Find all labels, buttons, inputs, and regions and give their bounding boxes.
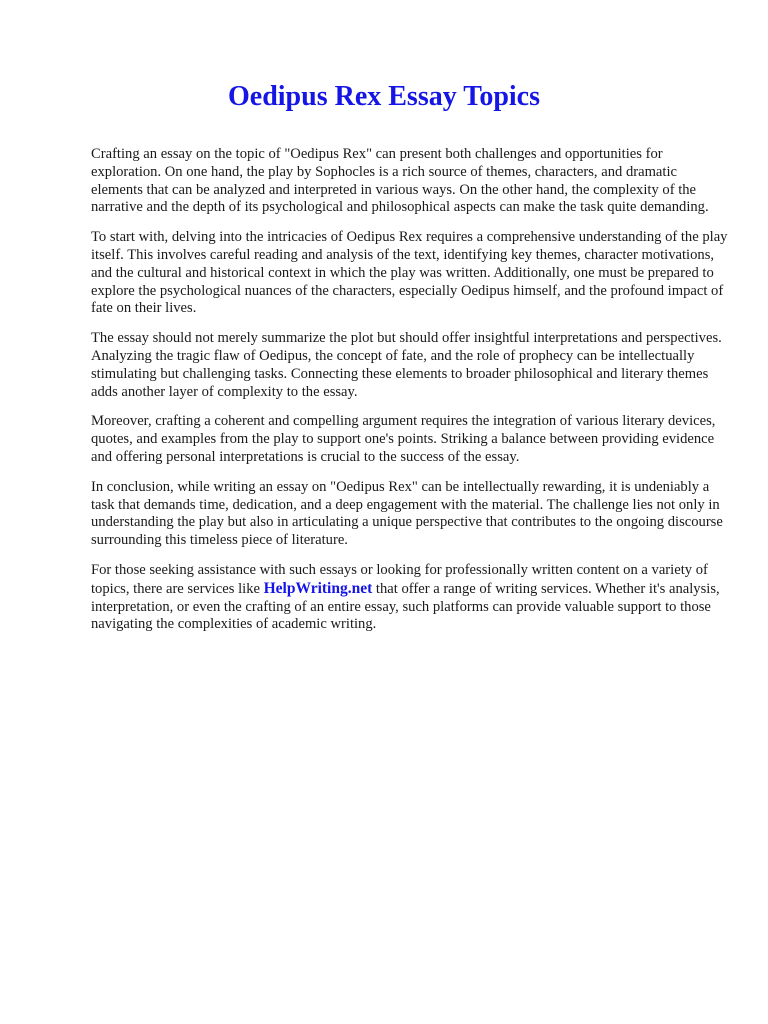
- paragraph-1: Crafting an essay on the topic of "Oedipus Rex" can present both challenges and opportunities for exploration. On one hand, the play by Sophocles is a rich source of themes, characters, and dramatic elements that can be analyzed and interpreted in various ways. On the other hand, the complexity of the narrative and the depth of its psychological and philosophical aspects can make the task quite demanding.: [91, 146, 709, 216]
- paragraph-6: [91, 562, 731, 634]
- paragraph-5: In conclusion, while writing an essay on "Oedipus Rex" can be intellectually rewarding, it is undeniably a task that demands time, dedication, and a deep engagement with the material. The challenge lies not only in understanding the play but also in articulating a unique perspective that contributes to the ongoing discourse surrounding this timeless piece of literature.: [91, 478, 723, 549]
- helpwriting-link[interactable]: HelpWriting.net: [263, 579, 373, 597]
- paragraph-6-text-after-link: that offer a range of writing services. Whether it's analysis, interpretation, or even the crafting of an entire essay, such platforms can provide valuable support to those navigating the complexities of academic writing.: [91, 580, 720, 633]
- essay-body: [91, 146, 731, 646]
- paragraph-6-text-before-link: For those seeking assistance with such essays or looking for professionally written content on a variety of topics, there are services like: [91, 561, 708, 597]
- paragraph-2: To start with, delving into the intricacies of Oedipus Rex requires a comprehensive understanding of the play itself. This involves careful reading and analysis of the text, identifying key themes, character motivations, and the cultural and historical context in which the play was written. Additionally, one must be prepared to explore the psychological nuances of the characters, especially Oedipus himself, and the profound impact of fate on their lives.: [91, 229, 728, 317]
- page-title: Oedipus Rex Essay Topics: [228, 81, 540, 112]
- paragraph-4: Moreover, crafting a coherent and compelling argument requires the integration of various literary devices, quotes, and examples from the play to support one's points. Striking a balance between providing evidence and offering personal interpretations is crucial to the success of the essay.: [91, 413, 716, 465]
- paragraph-3: The essay should not merely summarize the plot but should offer insightful interpretations and perspectives. Analyzing the tragic flaw of Oedipus, the concept of fate, and the role of prophecy can be intellectually stimulating but challenging tasks. Connecting these elements to broader philosophical and literary themes adds another layer of complexity to the essay.: [91, 330, 722, 400]
